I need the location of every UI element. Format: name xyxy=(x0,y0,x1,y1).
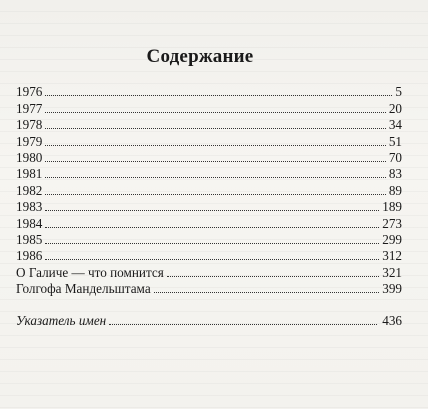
toc-page-number: 89 xyxy=(388,182,402,198)
toc-entry-label: 1986 xyxy=(16,248,43,264)
dot-leader xyxy=(45,128,385,129)
toc-entry-label: 1985 xyxy=(16,231,43,247)
toc-entry-label: 1979 xyxy=(16,133,43,149)
toc-page-number: 299 xyxy=(382,231,402,247)
toc-row xyxy=(16,264,402,280)
toc-row xyxy=(16,117,402,133)
dot-leader xyxy=(45,227,379,228)
toc-row xyxy=(16,84,402,100)
dot-leader xyxy=(45,161,385,162)
toc-page-number: 5 xyxy=(395,84,402,100)
toc-page-number: 34 xyxy=(388,117,402,133)
dot-leader xyxy=(167,276,379,277)
dot-leader xyxy=(45,243,379,244)
toc-entry-label: 1981 xyxy=(16,166,43,182)
toc-page-number: 20 xyxy=(388,100,402,116)
toc-row xyxy=(16,199,402,215)
toc-row xyxy=(16,215,402,231)
toc-page-number: 312 xyxy=(382,248,402,264)
toc-page-number: 70 xyxy=(388,149,402,165)
toc-row xyxy=(16,133,402,149)
toc-row xyxy=(16,232,402,248)
page-title: Содержание xyxy=(146,46,254,67)
toc-page-number: 399 xyxy=(382,281,402,297)
toc-page-number: 436 xyxy=(382,313,402,329)
toc-entry-label: Голгофа Мандельштама xyxy=(16,281,151,297)
toc-entry-label: О Галиче — что помнится xyxy=(16,264,164,280)
toc-page-number: 321 xyxy=(382,264,402,280)
table-of-contents xyxy=(16,84,402,329)
toc-entry-label: Указатель имен xyxy=(16,313,107,329)
toc-row xyxy=(16,281,402,297)
toc-page-number: 51 xyxy=(388,133,402,149)
toc-page-number: 189 xyxy=(382,199,402,215)
toc-row xyxy=(16,150,402,166)
dot-leader xyxy=(45,194,385,195)
toc-entry-label: 1978 xyxy=(16,117,43,133)
toc-entry-label: 1976 xyxy=(16,84,43,100)
dot-leader xyxy=(154,292,380,293)
toc-page-number: 83 xyxy=(388,166,402,182)
dot-leader xyxy=(45,177,385,178)
dot-leader xyxy=(45,95,392,96)
toc-row xyxy=(16,100,402,116)
toc-row xyxy=(16,166,402,182)
toc-entry-label: 1980 xyxy=(16,149,43,165)
toc-page-number: 273 xyxy=(382,215,402,231)
toc-entry-label: 1984 xyxy=(16,215,43,231)
toc-entry-label: 1982 xyxy=(16,182,43,198)
dot-leader xyxy=(45,112,385,113)
toc-row xyxy=(16,182,402,198)
toc-entry-label: 1977 xyxy=(16,100,43,116)
dot-leader xyxy=(45,259,379,260)
toc-entry-label: 1983 xyxy=(16,199,43,215)
dot-leader xyxy=(109,324,377,325)
toc-row-name-index xyxy=(16,313,402,329)
dot-leader xyxy=(45,145,385,146)
toc-row xyxy=(16,248,402,264)
dot-leader xyxy=(45,210,379,211)
